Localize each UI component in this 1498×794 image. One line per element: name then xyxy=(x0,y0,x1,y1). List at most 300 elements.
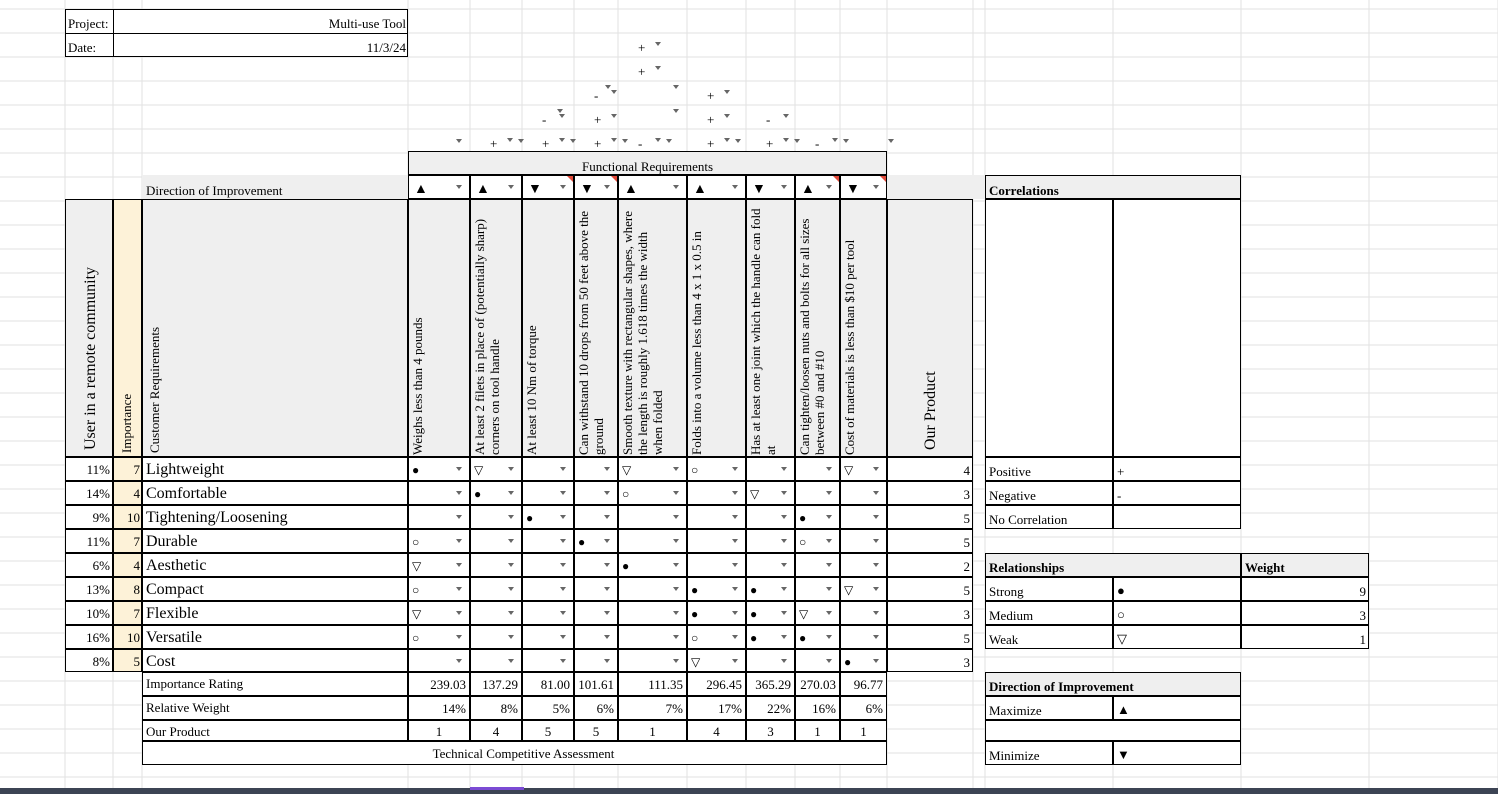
dropdown-caret-icon[interactable] xyxy=(604,635,610,639)
dropdown-caret-icon[interactable] xyxy=(666,139,672,143)
dropdown-caret-icon[interactable] xyxy=(611,138,617,142)
dropdown-caret-icon[interactable] xyxy=(735,139,741,143)
dropdown-caret-icon[interactable] xyxy=(732,611,738,615)
relationship-cell[interactable] xyxy=(522,601,574,625)
relationship-cell[interactable] xyxy=(746,457,795,481)
dropdown-caret-icon[interactable] xyxy=(611,114,617,118)
importance-rating-value: 270.03 xyxy=(800,677,836,692)
relationship-cell[interactable] xyxy=(795,481,840,505)
dropdown-caret-icon[interactable] xyxy=(826,185,832,189)
dropdown-caret-icon[interactable] xyxy=(826,587,832,591)
dropdown-caret-icon[interactable] xyxy=(673,185,679,189)
weight-percent: 14% xyxy=(86,486,110,501)
relationship-legend-weight: 9 xyxy=(1359,584,1366,599)
relative-weight-value: 16% xyxy=(812,701,836,716)
direction-arrow-icon: ▲ xyxy=(693,182,707,197)
dropdown-caret-icon[interactable] xyxy=(826,611,832,615)
roof-correlation-symbol: + xyxy=(490,136,498,151)
dropdown-caret-icon[interactable] xyxy=(673,539,679,543)
relationship-symbol-icon: ● xyxy=(691,607,699,621)
direction-legend-label: Maximize xyxy=(989,703,1042,718)
date-value[interactable]: 11/3/24 xyxy=(366,40,406,55)
customer-requirement-name: Compact xyxy=(146,581,204,598)
comment-flag-icon xyxy=(611,176,617,182)
dropdown-caret-icon[interactable] xyxy=(508,185,514,189)
direction-legend-spacer xyxy=(985,720,1241,741)
dropdown-caret-icon[interactable] xyxy=(508,515,514,519)
importance-rating-value: 101.61 xyxy=(578,677,614,692)
relationship-cell[interactable] xyxy=(574,553,618,577)
dropdown-caret-icon[interactable] xyxy=(456,635,462,639)
dropdown-caret-icon[interactable] xyxy=(560,563,566,567)
dropdown-caret-icon[interactable] xyxy=(673,515,679,519)
functional-requirement-label: Can withstand 10 drops from 50 feet above the ground xyxy=(576,210,606,455)
correlations-blank-cell xyxy=(1113,199,1241,457)
relationship-symbol-icon: ● xyxy=(799,511,807,525)
roof-correlation-symbol: + xyxy=(707,88,715,103)
relationship-cell[interactable] xyxy=(522,625,574,649)
our-product-row-value: 5 xyxy=(544,724,552,739)
correlation-legend-cell xyxy=(1113,481,1241,505)
relative-weight-value: 14% xyxy=(442,701,466,716)
importance-header: Importance xyxy=(119,393,134,453)
direction-arrow-icon: ▲ xyxy=(624,182,638,197)
importance-value: 5 xyxy=(133,654,140,669)
relationship-cell[interactable] xyxy=(470,649,522,672)
dropdown-caret-icon[interactable] xyxy=(873,491,879,495)
weight-percent: 11% xyxy=(86,462,110,477)
relationship-cell[interactable] xyxy=(522,481,574,505)
project-value[interactable]: Multi-use Tool xyxy=(328,16,406,31)
functional-requirement-label: Cost of materials is less than $10 per tool xyxy=(842,239,857,455)
dropdown-caret-icon[interactable] xyxy=(732,185,738,189)
our-product-cell[interactable] xyxy=(887,601,973,625)
dropdown-caret-icon[interactable] xyxy=(604,611,610,615)
dropdown-caret-icon[interactable] xyxy=(783,138,789,142)
dropdown-caret-icon[interactable] xyxy=(673,109,679,113)
relationship-symbol-icon: ▽ xyxy=(750,487,760,501)
importance-value: 7 xyxy=(133,462,140,477)
customer-requirement-name: Flexible xyxy=(146,605,199,622)
relationship-legend-cell xyxy=(1113,601,1241,625)
our-product-header: Our Product xyxy=(922,371,939,450)
dropdown-caret-icon[interactable] xyxy=(673,491,679,495)
relationship-symbol-icon: ● xyxy=(691,583,699,597)
our-product-score: 3 xyxy=(963,607,970,622)
relationship-cell[interactable] xyxy=(840,505,887,529)
dropdown-caret-icon[interactable] xyxy=(826,491,832,495)
dropdown-caret-icon[interactable] xyxy=(732,539,738,543)
dropdown-caret-icon[interactable] xyxy=(781,563,787,567)
importance-rating-value: 137.29 xyxy=(482,677,518,692)
dropdown-caret-icon[interactable] xyxy=(456,185,462,189)
dropdown-caret-icon[interactable] xyxy=(456,491,462,495)
relationship-cell[interactable] xyxy=(574,601,618,625)
correlation-legend-label: No Correlation xyxy=(989,512,1068,527)
relationship-symbol-icon: ○ xyxy=(799,535,807,549)
our-product-cell[interactable] xyxy=(887,481,973,505)
relationship-cell[interactable] xyxy=(840,553,887,577)
our-product-row-label: Our Product xyxy=(146,724,210,739)
dropdown-caret-icon[interactable] xyxy=(794,139,800,143)
dropdown-caret-icon[interactable] xyxy=(557,109,563,113)
dropdown-caret-icon[interactable] xyxy=(622,139,628,143)
dropdown-caret-icon[interactable] xyxy=(611,90,617,94)
roof-correlation-symbol: - xyxy=(638,136,643,151)
dropdown-caret-icon[interactable] xyxy=(560,491,566,495)
importance-rating-label: Importance Rating xyxy=(146,676,244,691)
relationship-legend-label: Strong xyxy=(989,584,1024,599)
roof-correlation-symbol: - xyxy=(594,88,599,103)
customer-requirement-name: Durable xyxy=(146,533,198,550)
correlation-legend-cell xyxy=(1113,457,1241,481)
direction-legend-arrow-icon: ▲ xyxy=(1117,702,1130,717)
dropdown-caret-icon[interactable] xyxy=(873,611,879,615)
customer-requirement-name: Aesthetic xyxy=(146,557,207,574)
roof-correlation-symbol: + xyxy=(766,136,774,151)
relative-weight-value: 7% xyxy=(665,701,683,716)
dropdown-caret-icon[interactable] xyxy=(873,587,879,591)
dropdown-caret-icon[interactable] xyxy=(508,491,514,495)
relationship-symbol-icon: ● xyxy=(799,631,807,645)
relationship-cell[interactable] xyxy=(840,601,887,625)
dropdown-caret-icon[interactable] xyxy=(570,139,576,143)
dropdown-caret-icon[interactable] xyxy=(560,635,566,639)
relationship-symbol-icon: ○ xyxy=(412,631,420,645)
our-product-row-value: 1 xyxy=(860,724,867,739)
relationship-symbol-icon: ○ xyxy=(412,535,420,549)
relationship-symbol-icon: ● xyxy=(750,631,758,645)
customer-requirement-cell[interactable] xyxy=(142,649,408,672)
dropdown-caret-icon[interactable] xyxy=(826,539,832,543)
dropdown-caret-icon[interactable] xyxy=(873,563,879,567)
customer-requirement-name: Lightweight xyxy=(146,461,225,478)
dropdown-caret-icon[interactable] xyxy=(732,491,738,495)
relationship-cell[interactable] xyxy=(746,553,795,577)
dropdown-caret-icon[interactable] xyxy=(673,467,679,471)
relationship-cell[interactable] xyxy=(840,529,887,553)
dropdown-caret-icon[interactable] xyxy=(781,611,787,615)
relationship-cell[interactable] xyxy=(522,577,574,601)
customer-requirement-name: Versatile xyxy=(146,629,202,646)
our-product-cell[interactable] xyxy=(887,553,973,577)
dropdown-caret-icon[interactable] xyxy=(508,467,514,471)
relationship-legend-label: Medium xyxy=(989,608,1034,623)
dropdown-caret-icon[interactable] xyxy=(604,515,610,519)
dropdown-caret-icon[interactable] xyxy=(873,659,879,663)
dropdown-caret-icon[interactable] xyxy=(826,563,832,567)
dropdown-caret-icon[interactable] xyxy=(873,635,879,639)
user-header: User in a remote community xyxy=(82,266,99,450)
importance-value: 7 xyxy=(133,606,140,621)
relationship-cell[interactable] xyxy=(470,601,522,625)
relationship-symbol-icon: ▽ xyxy=(844,583,854,597)
dropdown-caret-icon[interactable] xyxy=(604,185,610,189)
importance-rating-value: 96.77 xyxy=(853,677,883,692)
direction-arrow-icon: ▼ xyxy=(846,182,860,197)
dropdown-caret-icon[interactable] xyxy=(456,587,462,591)
technical-assessment-label: Technical Competitive Assessment xyxy=(432,746,615,761)
dropdown-caret-icon[interactable] xyxy=(732,515,738,519)
roof-correlation-symbol: + xyxy=(542,136,550,151)
dropdown-caret-icon[interactable] xyxy=(560,611,566,615)
dropdown-caret-icon[interactable] xyxy=(560,467,566,471)
importance-rating-value: 111.35 xyxy=(648,677,683,692)
relationship-cell[interactable] xyxy=(840,625,887,649)
customer-requirement-name: Cost xyxy=(146,653,176,670)
dropdown-caret-icon[interactable] xyxy=(732,659,738,663)
dropdown-caret-icon[interactable] xyxy=(508,539,514,543)
relationship-legend-symbol-icon: ● xyxy=(1117,583,1125,598)
functional-requirement-label: Weighs less than 4 pounds xyxy=(410,317,425,455)
relationship-legend-symbol-icon: ○ xyxy=(1117,607,1125,622)
dropdown-caret-icon[interactable] xyxy=(655,42,661,46)
our-product-cell[interactable] xyxy=(887,649,973,672)
dropdown-caret-icon[interactable] xyxy=(456,659,462,663)
relationship-cell[interactable] xyxy=(522,553,574,577)
direction-arrow-icon: ▲ xyxy=(476,182,490,197)
our-product-score: 5 xyxy=(963,535,970,550)
relationship-legend-cell xyxy=(1241,601,1369,625)
relationship-cell[interactable] xyxy=(840,481,887,505)
importance-rating-value: 365.29 xyxy=(755,677,791,692)
relationship-cell[interactable] xyxy=(470,505,522,529)
dropdown-caret-icon[interactable] xyxy=(559,114,565,118)
relationship-symbol-icon: ● xyxy=(750,607,758,621)
relative-weight-value: 5% xyxy=(552,701,570,716)
importance-rating-value: 81.00 xyxy=(540,677,570,692)
dropdown-caret-icon[interactable] xyxy=(724,114,730,118)
relative-weight-value: 8% xyxy=(500,701,518,716)
dropdown-caret-icon[interactable] xyxy=(781,515,787,519)
relationship-symbol-icon: ▽ xyxy=(844,463,854,477)
our-product-row-value: 5 xyxy=(592,724,600,739)
relative-weight-label: Relative Weight xyxy=(146,700,230,715)
dropdown-caret-icon[interactable] xyxy=(673,611,679,615)
dropdown-caret-icon[interactable] xyxy=(826,515,832,519)
weight-percent: 8% xyxy=(92,654,110,669)
correlation-legend-label: Positive xyxy=(989,464,1031,479)
relationship-symbol-icon: ○ xyxy=(691,631,699,645)
relationship-symbol-icon: ● xyxy=(578,535,586,549)
sheet-tab-bar xyxy=(0,788,1498,794)
dropdown-caret-icon[interactable] xyxy=(604,539,610,543)
relationship-cell[interactable] xyxy=(574,577,618,601)
dropdown-caret-icon[interactable] xyxy=(888,139,894,143)
relationship-symbol-icon: ● xyxy=(526,511,534,525)
relationship-cell[interactable] xyxy=(470,553,522,577)
our-product-row-value: 3 xyxy=(767,724,774,739)
dropdown-caret-icon[interactable] xyxy=(781,539,787,543)
relationship-symbol-icon: ● xyxy=(622,559,630,573)
dropdown-caret-icon[interactable] xyxy=(732,635,738,639)
dropdown-caret-icon[interactable] xyxy=(456,611,462,615)
relationship-symbol-icon: ● xyxy=(412,463,420,477)
dropdown-caret-icon[interactable] xyxy=(826,659,832,663)
dropdown-caret-icon[interactable] xyxy=(508,563,514,567)
direction-arrow-icon: ▼ xyxy=(528,182,542,197)
correlation-legend-symbol: - xyxy=(1117,488,1122,503)
relationship-symbol-icon: ▽ xyxy=(691,655,701,669)
dropdown-caret-icon[interactable] xyxy=(826,635,832,639)
direction-legend-cell xyxy=(1113,741,1241,765)
project-label: Project: xyxy=(68,16,109,31)
dropdown-caret-icon[interactable] xyxy=(732,587,738,591)
roof-correlation-symbol: - xyxy=(815,136,820,151)
relationship-cell[interactable] xyxy=(746,529,795,553)
dropdown-caret-icon[interactable] xyxy=(673,587,679,591)
dropdown-caret-icon[interactable] xyxy=(605,85,611,89)
dropdown-caret-icon[interactable] xyxy=(508,659,514,663)
dropdown-caret-icon[interactable] xyxy=(518,139,524,143)
our-product-score: 2 xyxy=(963,559,970,574)
our-product-cell[interactable] xyxy=(887,577,973,601)
dropdown-caret-icon[interactable] xyxy=(560,587,566,591)
dropdown-caret-icon[interactable] xyxy=(826,467,832,471)
relationship-cell[interactable] xyxy=(574,625,618,649)
active-sheet-tab[interactable] xyxy=(470,787,524,790)
correlation-legend-symbol: + xyxy=(1117,464,1125,479)
importance-value: 10 xyxy=(127,630,140,645)
functional-requirement-label: At least 2 filets in place of (potentially sharp) corners on tool handle xyxy=(472,218,502,455)
relationship-symbol-icon: ▽ xyxy=(474,463,484,477)
dropdown-caret-icon[interactable] xyxy=(655,138,661,142)
roof-correlation-symbol: + xyxy=(638,40,646,55)
dropdown-caret-icon[interactable] xyxy=(873,467,879,471)
weight-percent: 9% xyxy=(92,510,110,525)
dropdown-caret-icon[interactable] xyxy=(781,659,787,663)
relationship-cell[interactable] xyxy=(795,649,840,672)
relationship-legend-label: Weak xyxy=(989,632,1019,647)
relationship-cell[interactable] xyxy=(574,457,618,481)
relationship-cell[interactable] xyxy=(574,481,618,505)
relationship-cell[interactable] xyxy=(470,529,522,553)
dropdown-caret-icon[interactable] xyxy=(843,139,849,143)
relationship-cell[interactable] xyxy=(795,553,840,577)
dropdown-caret-icon[interactable] xyxy=(456,515,462,519)
our-product-cell[interactable] xyxy=(887,457,973,481)
relationship-cell[interactable] xyxy=(574,505,618,529)
dropdown-caret-icon[interactable] xyxy=(456,139,462,143)
dropdown-caret-icon[interactable] xyxy=(781,185,787,189)
dropdown-caret-icon[interactable] xyxy=(456,467,462,471)
dropdown-caret-icon[interactable] xyxy=(781,635,787,639)
dropdown-caret-icon[interactable] xyxy=(456,563,462,567)
dropdown-caret-icon[interactable] xyxy=(508,611,514,615)
direction-arrow-icon: ▲ xyxy=(414,182,428,197)
weight-percent: 10% xyxy=(86,606,110,621)
dropdown-caret-icon[interactable] xyxy=(732,563,738,567)
dropdown-caret-icon[interactable] xyxy=(560,659,566,663)
relationship-symbol-icon: ● xyxy=(474,487,482,501)
dropdown-caret-icon[interactable] xyxy=(724,90,730,94)
roof-correlation-symbol: + xyxy=(594,112,602,127)
relationship-cell[interactable] xyxy=(795,457,840,481)
relationship-cell[interactable] xyxy=(574,649,618,672)
dropdown-caret-icon[interactable] xyxy=(559,138,565,142)
dropdown-caret-icon[interactable] xyxy=(456,539,462,543)
dropdown-caret-icon[interactable] xyxy=(873,539,879,543)
relationship-symbol-icon: ○ xyxy=(622,487,630,501)
dropdown-caret-icon[interactable] xyxy=(724,138,730,142)
relationship-cell[interactable] xyxy=(470,577,522,601)
our-product-score: 3 xyxy=(963,655,970,670)
direction-arrow-icon: ▼ xyxy=(752,182,766,197)
dropdown-caret-icon[interactable] xyxy=(783,114,789,118)
relationship-symbol-icon: ● xyxy=(750,583,758,597)
dropdown-caret-icon[interactable] xyxy=(732,467,738,471)
dropdown-caret-icon[interactable] xyxy=(604,587,610,591)
dropdown-caret-icon[interactable] xyxy=(508,635,514,639)
importance-value: 8 xyxy=(133,582,140,597)
relative-weight-value: 6% xyxy=(865,701,883,716)
roof-correlation-symbol: + xyxy=(707,112,715,127)
dropdown-caret-icon[interactable] xyxy=(655,66,661,70)
our-product-cell[interactable] xyxy=(887,505,973,529)
dropdown-caret-icon[interactable] xyxy=(781,587,787,591)
relationship-symbol-icon: ▽ xyxy=(412,607,422,621)
customer-requirement-name: Comfortable xyxy=(146,485,227,502)
dropdown-caret-icon[interactable] xyxy=(781,491,787,495)
relationship-legend-cell xyxy=(1113,577,1241,601)
relationship-cell[interactable] xyxy=(522,649,574,672)
relationship-cell[interactable] xyxy=(522,457,574,481)
dropdown-caret-icon[interactable] xyxy=(873,515,879,519)
dropdown-caret-icon[interactable] xyxy=(560,515,566,519)
direction-arrow-icon: ▼ xyxy=(580,182,594,197)
dropdown-caret-icon[interactable] xyxy=(508,587,514,591)
relative-weight-value: 22% xyxy=(767,701,791,716)
dropdown-caret-icon[interactable] xyxy=(873,185,879,189)
our-product-score: 5 xyxy=(963,583,970,598)
dropdown-caret-icon[interactable] xyxy=(673,635,679,639)
direction-legend-arrow-icon: ▼ xyxy=(1117,747,1130,762)
dropdown-caret-icon[interactable] xyxy=(604,467,610,471)
our-product-score: 5 xyxy=(963,511,970,526)
functional-requirement-label: Folds into a volume less than 4 x 1 x 0.5 in xyxy=(689,231,704,455)
importance-value: 4 xyxy=(133,486,140,501)
dropdown-caret-icon[interactable] xyxy=(507,138,513,142)
importance-value: 4 xyxy=(133,558,140,573)
our-product-row-value: 1 xyxy=(649,724,656,739)
our-product-score: 4 xyxy=(963,463,970,478)
dropdown-caret-icon[interactable] xyxy=(832,138,838,142)
functional-requirements-title: Functional Requirements xyxy=(581,159,714,174)
importance-rating-value: 296.45 xyxy=(706,677,742,692)
dropdown-caret-icon[interactable] xyxy=(560,185,566,189)
dropdown-caret-icon[interactable] xyxy=(673,659,679,663)
relationship-cell[interactable] xyxy=(522,529,574,553)
relationship-cell[interactable] xyxy=(746,505,795,529)
dropdown-caret-icon[interactable] xyxy=(673,563,679,567)
relationship-legend-cell xyxy=(1113,625,1241,649)
dropdown-caret-icon[interactable] xyxy=(604,563,610,567)
relationship-legend-cell xyxy=(1241,577,1369,601)
relationship-cell[interactable] xyxy=(795,577,840,601)
relationship-cell[interactable] xyxy=(470,625,522,649)
dropdown-caret-icon[interactable] xyxy=(604,491,610,495)
dropdown-caret-icon[interactable] xyxy=(604,659,610,663)
dropdown-caret-icon[interactable] xyxy=(560,539,566,543)
dropdown-caret-icon[interactable] xyxy=(781,467,787,471)
our-product-cell[interactable] xyxy=(887,625,973,649)
weight-percent: 16% xyxy=(86,630,110,645)
our-product-cell[interactable] xyxy=(887,529,973,553)
importance-value: 10 xyxy=(127,510,140,525)
comment-flag-icon xyxy=(833,176,839,182)
relationship-cell[interactable] xyxy=(746,649,795,672)
dropdown-caret-icon[interactable] xyxy=(673,85,679,89)
